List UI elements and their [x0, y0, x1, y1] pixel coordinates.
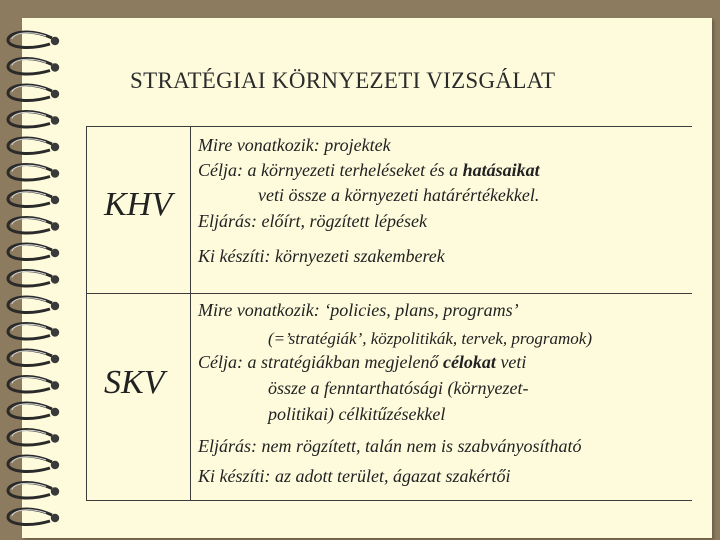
khv-line-2	[198, 158, 540, 183]
notebook-page	[22, 18, 712, 538]
spiral-ring	[8, 324, 52, 339]
table-middle-border	[86, 293, 692, 294]
binding-hole	[51, 169, 59, 177]
binding-hole	[51, 63, 59, 71]
binding-hole	[51, 434, 59, 442]
skv-label: SKV	[104, 364, 165, 401]
spiral-ring	[8, 509, 52, 524]
binding-hole	[51, 461, 59, 469]
table-bottom-border	[86, 500, 692, 501]
skv-line-3-text: Célja: a stratégiákban megjelenő	[198, 352, 443, 372]
spiral-ring	[8, 112, 52, 127]
binding-hole	[51, 355, 59, 363]
table-left-border	[86, 126, 87, 501]
spiral-ring	[8, 297, 52, 312]
spiral-ring	[8, 456, 52, 471]
khv-line-5: Ki készíti: környezeti szakemberek	[198, 246, 445, 266]
skv-line-7: Ki készíti: az adott terület, ágazat szakértői	[198, 466, 511, 486]
spiral-ring	[8, 138, 52, 153]
spiral-ring	[8, 32, 52, 47]
skv-line-3-bold: célokat	[442, 352, 496, 372]
spiral-ring	[8, 59, 52, 74]
khv-line-2-bold: hatásaikat	[462, 160, 540, 180]
binding-hole	[51, 116, 59, 124]
binding-hole	[51, 302, 59, 310]
page-title: STRATÉGIAI KÖRNYEZETI VIZSGÁLAT	[130, 68, 556, 93]
skv-line-3-tail: veti	[495, 352, 527, 372]
skv-line-4: össze a fenntarthatósági (környezet-	[268, 378, 529, 398]
binding-hole	[51, 381, 59, 389]
binding-hole	[51, 37, 59, 45]
khv-line-1: Mire vonatkozik: projektek	[198, 135, 391, 155]
spiral-ring	[8, 483, 52, 498]
binding-hole	[51, 90, 59, 98]
spiral-binding	[0, 0, 80, 540]
spiral-ring	[8, 403, 52, 418]
spiral-ring	[8, 430, 52, 445]
spiral-ring	[8, 165, 52, 180]
binding-hole	[51, 408, 59, 416]
binding-hole	[51, 328, 59, 336]
spiral-ring	[8, 85, 52, 100]
skv-line-3	[198, 350, 526, 375]
binding-hole	[51, 275, 59, 283]
khv-line-4: Eljárás: előírt, rögzített lépések	[198, 211, 427, 231]
binding-hole	[51, 249, 59, 257]
skv-line-6: Eljárás: nem rögzített, talán nem is szabványosítható	[198, 436, 582, 456]
binding-hole	[51, 514, 59, 522]
binding-hole	[51, 143, 59, 151]
skv-line-5: politikai) célkitűzésekkel	[268, 404, 446, 424]
table-top-border	[86, 126, 692, 127]
spiral-ring	[8, 191, 52, 206]
skv-line-1: Mire vonatkozik: ‘policies, plans, programs’	[198, 300, 519, 320]
binding-hole	[51, 222, 59, 230]
table-column-divider	[190, 126, 191, 501]
spiral-ring	[8, 377, 52, 392]
spiral-ring	[8, 350, 52, 365]
khv-line-3: veti össze a környezeti határértékekkel.	[258, 185, 540, 205]
spiral-ring	[8, 271, 52, 286]
spiral-ring	[8, 218, 52, 233]
khv-label: KHV	[104, 186, 172, 223]
binding-hole	[51, 487, 59, 495]
skv-line-2: (=’stratégiák’, közpolitikák, tervek, programok)	[268, 329, 593, 348]
spiral-ring	[8, 244, 52, 259]
khv-line-2-text: Célja: a környezeti terheléseket és a	[198, 160, 463, 180]
binding-hole	[51, 196, 59, 204]
